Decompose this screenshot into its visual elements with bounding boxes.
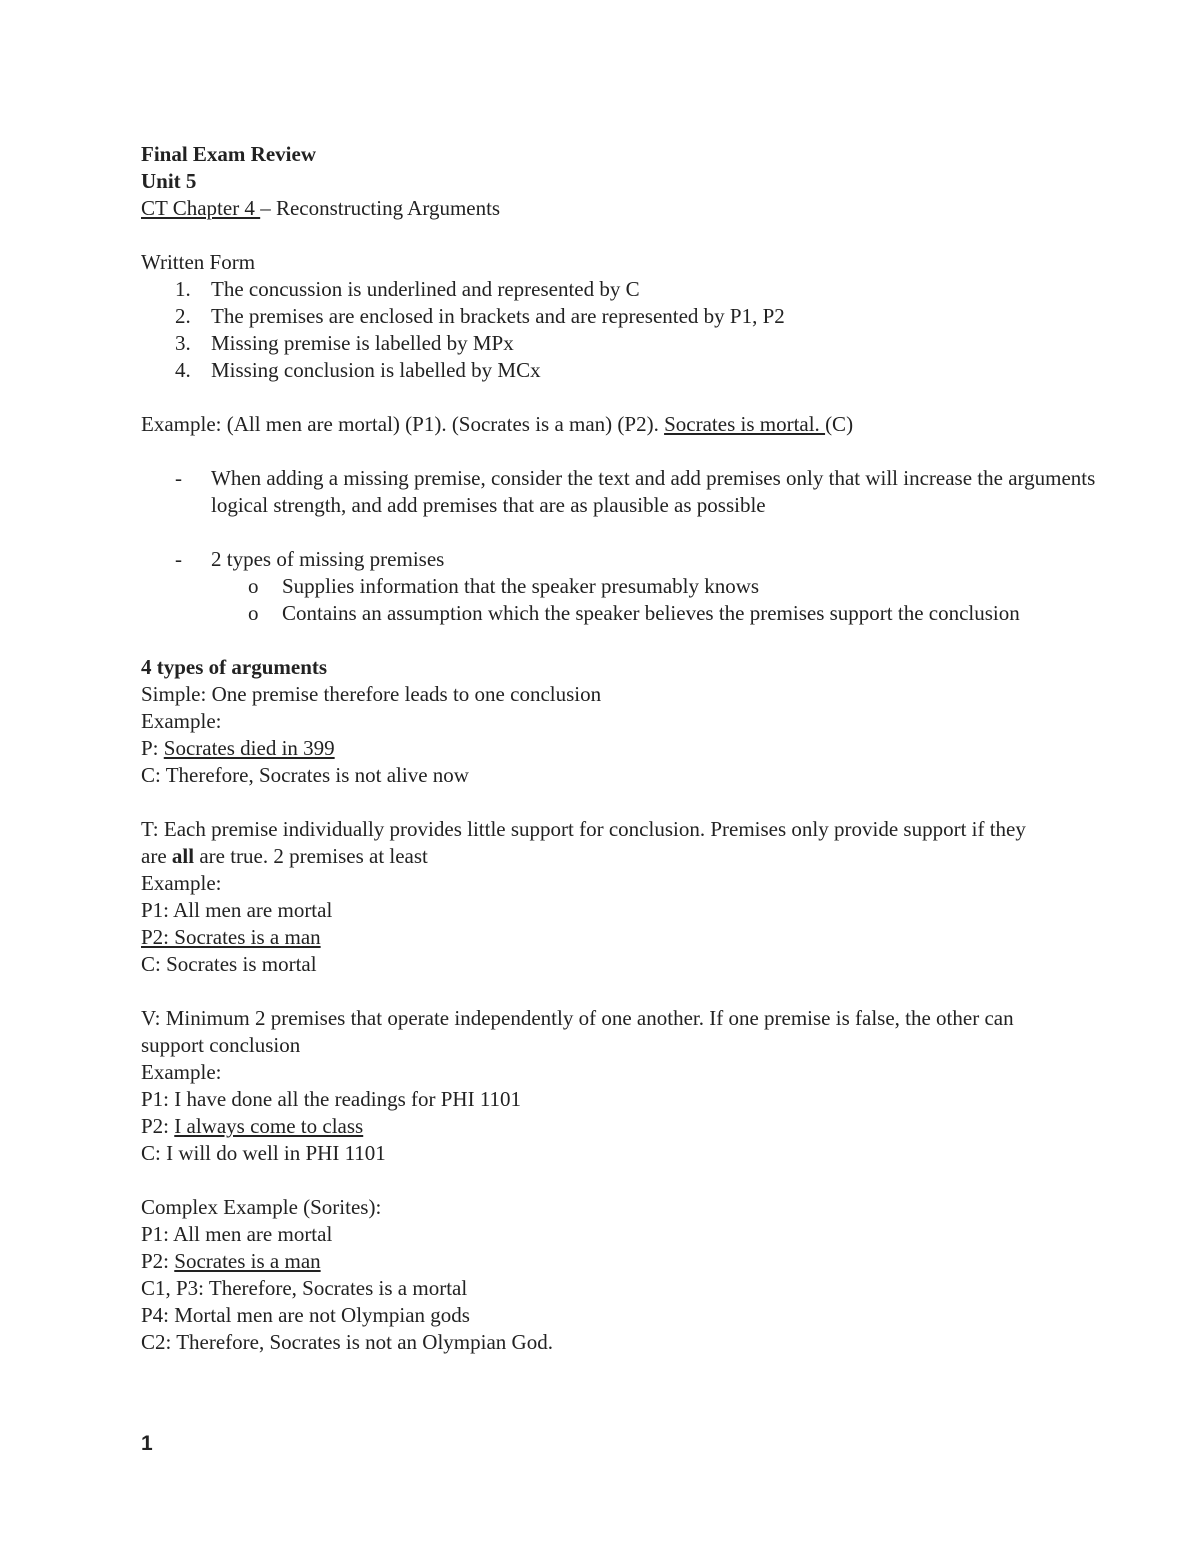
v-example-label: Example: — [141, 1060, 222, 1084]
example-conclusion: Socrates is mortal. — [664, 412, 826, 436]
v-desc: V: Minimum 2 premises that operate independently of one another. If one premise is false, the other can support conclusion — [141, 1006, 1014, 1057]
complex-premise-2: P2: Socrates is a man — [141, 1249, 321, 1273]
t-desc: T: Each premise individually provides little support for conclusion. Premises only provide support if they are all are true. 2 premises at least — [141, 817, 1026, 868]
written-form-heading: Written Form — [141, 250, 256, 274]
circle-bullet: o — [248, 574, 259, 598]
simple-example-label: Example: — [141, 709, 222, 733]
complex-heading: Complex Example (Sorites): — [141, 1195, 382, 1219]
complex-premise-4: P4: Mortal men are not Olympian gods — [141, 1303, 470, 1327]
missing-premise-type: o Supplies information that the speaker presumably knows — [248, 574, 760, 598]
missing-premise-type: o Contains an assumption which the speaker believes the premises support the conclusion — [248, 601, 1020, 625]
simple-premise: P: Socrates died in 399 — [141, 736, 335, 760]
spacer — [141, 438, 1101, 465]
spacer — [141, 222, 1101, 249]
t-premise-1: P1: All men are mortal — [141, 898, 333, 922]
arguments-heading: 4 types of arguments — [141, 655, 328, 679]
missing-premise-tip: - When adding a missing premise, consider the text and add premises only that will increase the arguments logical strength, and add premises that are as plausible as possible — [175, 466, 1096, 517]
written-form-item: 2. The premises are enclosed in brackets and are represented by P1, P2 — [175, 304, 785, 328]
spacer — [141, 627, 1101, 654]
simple-desc: Simple: One premise therefore leads to one conclusion — [141, 682, 602, 706]
unit-heading: Unit 5 — [141, 169, 197, 193]
doc-title: Final Exam Review — [141, 142, 316, 166]
t-example-label: Example: — [141, 871, 222, 895]
chapter-label: CT Chapter 4 — [141, 196, 261, 220]
v-conclusion: C: I will do well in PHI 1101 — [141, 1141, 386, 1165]
page-number: 1 — [141, 1432, 153, 1455]
spacer — [141, 978, 1101, 1005]
t-conclusion: C: Socrates is mortal — [141, 952, 317, 976]
v-premise-1: P1: I have done all the readings for PHI 1101 — [141, 1087, 522, 1111]
written-form-item: 1. The concussion is underlined and represented by C — [175, 277, 640, 301]
circle-bullet: o — [248, 601, 259, 625]
written-form-item: 4. Missing conclusion is labelled by MCx — [175, 358, 541, 382]
simple-conclusion: C: Therefore, Socrates is not alive now — [141, 763, 469, 787]
chapter-title: – Reconstructing Arguments — [260, 196, 501, 220]
complex-conclusion-1: C1, P3: Therefore, Socrates is a mortal — [141, 1276, 468, 1300]
complex-conclusion-2: C2: Therefore, Socrates is not an Olympian God. — [141, 1330, 553, 1354]
dash-bullet: - — [175, 466, 182, 490]
written-form-item: 3. Missing premise is labelled by MPx — [175, 331, 514, 355]
example-line: Example: (All men are mortal) (P1). (Socrates is a man) (P2). Socrates is mortal. (C) — [141, 412, 854, 436]
missing-premise-types-heading: - 2 types of missing premises — [175, 547, 445, 571]
spacer — [141, 1167, 1101, 1194]
v-premise-2: P2: I always come to class — [141, 1114, 364, 1138]
dash-bullet: - — [175, 547, 182, 571]
spacer — [141, 789, 1101, 816]
spacer — [141, 519, 1101, 546]
spacer — [141, 384, 1101, 411]
t-premise-2: P2: Socrates is a man — [141, 925, 321, 949]
document-page — [141, 141, 1101, 1356]
chapter-heading — [141, 195, 1101, 222]
complex-premise-1: P1: All men are mortal — [141, 1222, 333, 1246]
